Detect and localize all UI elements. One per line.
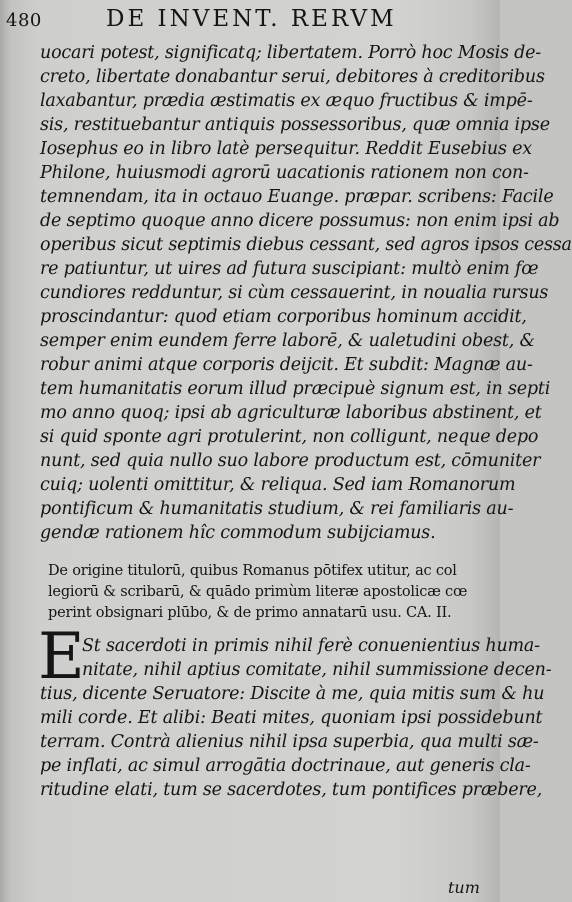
heading-line: legiorū & scribarū, & quādo primùm literæ apostolicæ cœ bbox=[48, 584, 468, 600]
catchword: tum bbox=[448, 878, 480, 897]
text-line: tius, dicente Seruatore: Discite à me, quia mitis sum & hu bbox=[40, 684, 545, 704]
text-line: robur animi atque corporis deijcit. Et subdit: Magnæ au- bbox=[40, 355, 533, 375]
text-line: proscindantur: quod etiam corporibus hominum accidit, bbox=[40, 307, 527, 327]
text-line: nitate, nihil aptius comitate, nihil summissione decen- bbox=[82, 660, 552, 680]
text-line: uocari potest, significatq; libertatem. Porrò hoc Mosis de- bbox=[40, 43, 542, 63]
page-number: 480 bbox=[6, 10, 42, 31]
text-line: tem humanitatis eorum illud præcipuè signum est, in septi bbox=[40, 379, 551, 399]
page-header bbox=[6, 4, 494, 34]
text-line: pontificum & humanitatis studium, & rei familiaris au- bbox=[40, 499, 514, 519]
heading-line: De origine titulorū, quibus Romanus pōtifex utitur, ac col bbox=[48, 563, 457, 579]
running-head: DE INVENT. RERVM bbox=[106, 6, 397, 32]
text-line: creto, libertate donabantur serui, debitores à creditoribus bbox=[40, 67, 545, 87]
text-line: pe inflati, ac simul arrogātia doctrinaue, aut generis cla- bbox=[40, 756, 531, 776]
text-line: cuiq; uolenti omittitur, & reliqua. Sed iam Romanorum bbox=[40, 475, 516, 495]
text-line: operibus sicut septimis diebus cessant, sed agros ipsos cessa bbox=[40, 235, 572, 255]
text-line: si quid sponte agri protulerint, non colligunt, neque depo bbox=[40, 427, 539, 447]
text-line: temnendam, ita in octauo Euange. præpar. scribens: Facile bbox=[40, 187, 554, 207]
text-line: ritudine elati, tum se sacerdotes, tum pontifices præbere, bbox=[40, 780, 543, 800]
text-line: Iosephus eo in libro latè persequitur. Reddit Eusebius ex bbox=[40, 139, 532, 159]
text-line: St sacerdoti in primis nihil ferè conuenientius huma- bbox=[82, 636, 540, 656]
text-line: re patiuntur, ut uires ad futura suscipiant: multò enim fœ bbox=[40, 259, 539, 279]
text-line: Philone, huiusmodi agrorū uacationis rationem non con- bbox=[40, 163, 529, 183]
text-line: mo anno quoq; ipsi ab agriculturæ laboribus abstinent, et bbox=[40, 403, 542, 423]
drop-capital: E bbox=[38, 620, 85, 694]
text-line: de septimo quoque anno dicere possumus: non enim ipsi ab bbox=[40, 211, 560, 231]
text-line: mili corde. Et alibi: Beati mites, quoniam ipsi possidebunt bbox=[40, 708, 543, 728]
text-line: sis, restituebantur antiquis possessoribus, quæ omnia ipse bbox=[40, 115, 550, 135]
text-line: cundiores redduntur, si cùm cessauerint, in noualia rursus bbox=[40, 283, 549, 303]
heading-line: perint obsignari plūbo, & de primo annatarū usu. CA. II. bbox=[48, 605, 452, 621]
text-line: nunt, sed quia nullo suo labore productum est, cōmuniter bbox=[40, 451, 541, 471]
text-line: terram. Contrà alienius nihil ipsa superbia, qua multi sæ- bbox=[40, 732, 539, 752]
text-line: laxabantur, prædia æstimatis ex æquo fructibus & impē- bbox=[40, 91, 533, 111]
text-line: gendæ rationem hîc commodum subijciamus. bbox=[40, 523, 436, 543]
text-line: semper enim eundem ferre laborē, & ualetudini obest, & bbox=[40, 331, 535, 351]
